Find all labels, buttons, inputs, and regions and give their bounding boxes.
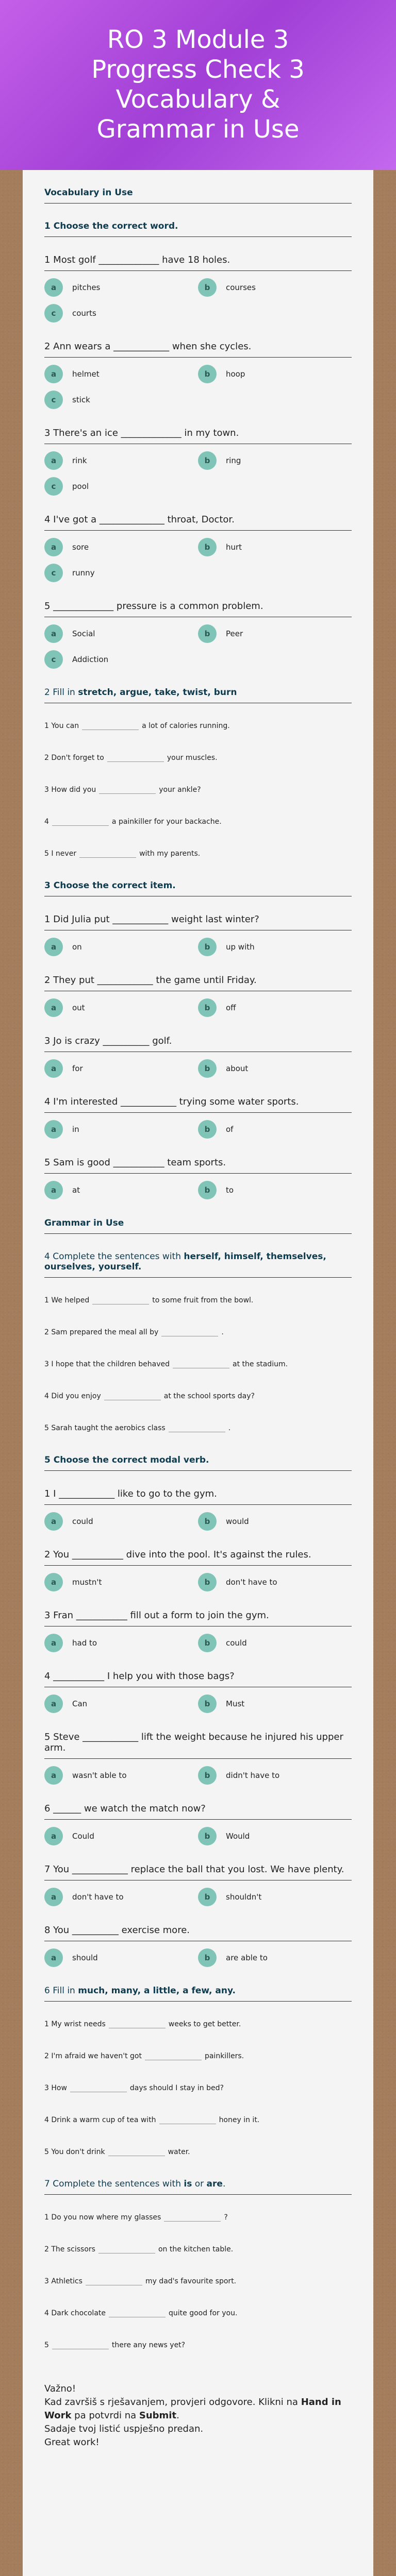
option-letter-badge[interactable]: b (198, 1694, 217, 1713)
fill-in-sentence (44, 753, 352, 762)
sentence-end: quite good for you. (169, 2309, 238, 2317)
instruction-text: pa potvrdi na (71, 2410, 139, 2421)
section-heading-text: 7 Complete the sentences with (44, 2179, 184, 2189)
sentence-start: 4 Dark chocolate (44, 2309, 106, 2317)
option-letter-badge[interactable]: a (44, 1573, 63, 1591)
option-text: hoop (226, 369, 245, 379)
answer-option[interactable] (44, 1766, 198, 1785)
answer-option[interactable] (198, 938, 352, 956)
section-heading: 3 Choose the correct item. (44, 880, 352, 896)
blank-input[interactable] (145, 2051, 202, 2060)
sentence-end: my dad's favourite sport. (145, 2277, 237, 2285)
option-text: off (226, 1003, 236, 1012)
sentence-end: a painkiller for your backache. (111, 818, 222, 826)
answer-option[interactable] (44, 365, 198, 383)
blank-input[interactable] (108, 2147, 165, 2156)
answer-options (44, 1634, 352, 1652)
question-text: 1 Did Julia put ____________ weight last winter? (44, 914, 352, 930)
option-letter-badge[interactable]: c (44, 304, 63, 323)
question-text: 3 Fran ___________ fill out a form to join the gym. (44, 1610, 352, 1626)
sentence-end: to some fruit from the bowl. (152, 1296, 254, 1304)
sentence-start: 1 You can (44, 722, 79, 730)
answer-option[interactable] (44, 1694, 198, 1713)
worksheet (23, 170, 373, 2576)
option-text: would (226, 1517, 249, 1526)
hand-in-work-label: Hand in Work (44, 2397, 341, 2421)
answer-options (44, 1120, 352, 1139)
option-text: for (72, 1064, 83, 1073)
section-heading: 1 Choose the correct word. (44, 221, 352, 237)
option-letter-badge[interactable]: a (44, 1827, 63, 1845)
fill-in-sentence (44, 2308, 352, 2317)
fill-in-sentence (44, 2276, 352, 2285)
option-letter-badge[interactable]: a (44, 938, 63, 956)
answer-option[interactable] (44, 1827, 198, 1845)
sentence-end: at the stadium. (233, 1360, 288, 1368)
option-letter-badge[interactable]: b (198, 1766, 217, 1785)
answer-option[interactable] (44, 1948, 198, 1967)
sentence-end: water. (168, 2148, 190, 2156)
option-text: of (226, 1125, 234, 1134)
sentence-end: your ankle? (159, 786, 201, 794)
option-letter-badge[interactable]: a (44, 1694, 63, 1713)
question-text: 6 ______ we watch the match now? (44, 1803, 352, 1820)
option-letter-badge[interactable]: a (44, 538, 63, 556)
sentence-end: ? (224, 2213, 228, 2222)
sentence-end: your muscles. (167, 754, 218, 762)
option-text: to (226, 1185, 234, 1195)
sentence-end: weeks to get better. (168, 2020, 241, 2028)
answer-options (44, 1694, 352, 1713)
option-letter-badge[interactable]: b (198, 938, 217, 956)
option-text: could (72, 1517, 93, 1526)
option-text: runny (72, 568, 95, 578)
option-text: wasn't able to (72, 1771, 127, 1780)
option-letter-badge[interactable]: b (198, 1181, 217, 1199)
option-text: rink (72, 456, 87, 465)
section-heading-text: 2 Fill in (44, 687, 78, 698)
sentence-end: on the kitchen table. (158, 2245, 234, 2253)
question-text: 3 Jo is crazy __________ golf. (44, 1036, 352, 1052)
answer-option[interactable] (198, 1634, 352, 1652)
fill-in-sentence (44, 2212, 352, 2222)
sentence-start: 5 (44, 2341, 49, 2349)
option-letter-badge[interactable]: a (44, 624, 63, 643)
answer-options (44, 538, 352, 582)
blank-input[interactable] (109, 2019, 166, 2028)
option-letter-badge[interactable]: b (198, 624, 217, 643)
answer-options (44, 1827, 352, 1845)
section-heading-part: . (222, 2179, 226, 2189)
instruction-text: Kad završiš s rješavanjem, provjeri odgovore. Klikni na (44, 2397, 301, 2408)
question-text: 1 I ____________ like to go to the gym. (44, 1488, 352, 1505)
section-heading-words: is (184, 2179, 192, 2189)
fill-in-sentence (44, 849, 352, 858)
option-text: pitches (72, 283, 101, 292)
section-heading-part: are (206, 2179, 223, 2189)
answer-options (44, 998, 352, 1017)
fill-in-sentence (44, 2244, 352, 2253)
option-letter-badge[interactable]: b (198, 1634, 217, 1652)
sentence-start: 4 (44, 818, 49, 826)
answer-option[interactable] (198, 1120, 352, 1139)
blank-input[interactable] (82, 721, 139, 730)
answer-option[interactable] (44, 1634, 198, 1652)
section-heading-text: 6 Fill in (44, 1986, 78, 1996)
question-text: 1 Most golf _____________ have 18 holes. (44, 255, 352, 271)
blank-input[interactable] (86, 2276, 142, 2285)
option-text: Peer (226, 629, 243, 638)
question-text: 5 Sam is good ___________ team sports. (44, 1157, 352, 1174)
page-title: RO 3 Module 3 Progress Check 3 Vocabulary & Grammar in Use (91, 25, 305, 144)
fill-in-sentence (44, 2147, 352, 2156)
option-text: stick (72, 395, 90, 404)
section-heading-part: or (192, 2179, 207, 2189)
sentence-start: 3 How (44, 2084, 67, 2092)
blank-input[interactable] (52, 2340, 109, 2349)
question-text: 2 They put ____________ the game until Friday. (44, 975, 352, 991)
question-text: 2 Ann wears a ____________ when she cycles. (44, 341, 352, 358)
option-text: out (72, 1003, 85, 1012)
section-heading (44, 1251, 352, 1278)
answer-option[interactable] (44, 1888, 198, 1906)
answer-option[interactable] (198, 1181, 352, 1199)
answer-options (44, 1181, 352, 1199)
question-text: 3 There's an ice _____________ in my town. (44, 428, 352, 444)
option-text: are able to (226, 1953, 268, 1962)
question-text: 7 You ____________ replace the ball that you lost. We have plenty. (44, 1864, 352, 1880)
instruction-line: Sadaje tvoj listić uspješno predan. (44, 2424, 204, 2434)
option-letter-badge[interactable]: a (44, 1120, 63, 1139)
fill-in-sentence (44, 1359, 352, 1368)
option-letter-badge[interactable]: a (44, 1948, 63, 1967)
sentence-end: . (221, 1328, 224, 1336)
option-letter-badge[interactable]: b (198, 1888, 217, 1906)
answer-option[interactable] (44, 278, 198, 297)
blank-input[interactable] (70, 2083, 127, 2092)
sentence-start: 2 The scissors (44, 2245, 95, 2253)
blank-input[interactable] (52, 817, 109, 826)
sentence-start: 2 I'm afraid we haven't got (44, 2052, 142, 2060)
fill-in-sentence (44, 2051, 352, 2060)
answer-options (44, 1512, 352, 1531)
sentence-end: days should I stay in bed? (129, 2084, 224, 2092)
answer-option[interactable] (198, 538, 352, 556)
blank-input[interactable] (161, 1327, 218, 1336)
option-letter-badge[interactable]: a (44, 1634, 63, 1652)
section-heading (44, 1986, 352, 2002)
fill-in-sentence (44, 1295, 352, 1304)
sentence-end: at the school sports day? (163, 1392, 255, 1400)
answer-options (44, 1766, 352, 1785)
blank-input[interactable] (107, 753, 164, 762)
question-text: 4 I'm interested ____________ trying some water sports. (44, 1096, 352, 1113)
answer-option[interactable] (198, 1948, 352, 1967)
sentence-start: 1 We helped (44, 1296, 90, 1304)
sentence-end: honey in it. (219, 2116, 260, 2124)
blank-input[interactable] (98, 2244, 155, 2253)
answer-option[interactable] (44, 1181, 198, 1199)
section-heading: 5 Choose the correct modal verb. (44, 1455, 352, 1471)
fill-in-sentence (44, 2340, 352, 2349)
instruction-line: Great work! (44, 2437, 100, 2448)
option-letter-badge[interactable]: b (198, 1512, 217, 1531)
sentence-end: there any news yet? (111, 2341, 186, 2349)
header-banner (0, 0, 396, 170)
fill-in-sentence (44, 817, 352, 826)
option-letter-badge[interactable]: a (44, 451, 63, 470)
answer-options (44, 938, 352, 956)
section-heading-words: herself, himself, themselves, ourselves, yourself. (44, 1251, 326, 1272)
sentence-start: 3 I hope that the children behaved (44, 1360, 170, 1368)
sentence-start: 2 Sam prepared the meal all by (44, 1328, 159, 1336)
blank-input[interactable] (164, 2212, 221, 2222)
sentence-start: 3 How did you (44, 786, 96, 794)
answer-option[interactable] (44, 304, 198, 323)
answer-option[interactable] (198, 1694, 352, 1713)
answer-option[interactable] (44, 564, 198, 582)
sentence-start: 1 My wrist needs (44, 2020, 106, 2028)
blank-input[interactable] (104, 1391, 161, 1400)
option-text: pool (72, 482, 89, 491)
option-text: courses (226, 283, 256, 292)
answer-options (44, 451, 352, 496)
fill-in-sentence (44, 1327, 352, 1336)
option-letter-badge[interactable]: a (44, 365, 63, 383)
section-heading-words: much, many, a little, a few, any. (78, 1986, 236, 1996)
sentence-end: with my parents. (139, 850, 201, 858)
option-letter-badge[interactable]: b (198, 1573, 217, 1591)
answer-option[interactable] (198, 1573, 352, 1591)
answer-option[interactable] (44, 1512, 198, 1531)
answer-option[interactable] (44, 391, 198, 409)
fill-in-sentence (44, 2083, 352, 2092)
option-letter-badge[interactable]: c (44, 477, 63, 496)
sentence-start: 2 Don't forget to (44, 754, 104, 762)
option-text: on (72, 942, 82, 952)
answer-option[interactable] (44, 938, 198, 956)
answer-option[interactable] (198, 624, 352, 643)
instruction-line (44, 2396, 352, 2422)
question-text: 2 You ___________ dive into the pool. It's against the rules. (44, 1549, 352, 1566)
answer-options (44, 1888, 352, 1906)
answer-option[interactable] (198, 1888, 352, 1906)
answer-options (44, 1573, 352, 1591)
option-letter-badge[interactable]: b (198, 998, 217, 1017)
fill-in-sentence (44, 2115, 352, 2124)
option-text: mustn't (72, 1578, 102, 1587)
option-letter-badge[interactable]: c (44, 650, 63, 669)
answer-option[interactable] (198, 1059, 352, 1078)
answer-options (44, 624, 352, 669)
option-letter-badge[interactable]: b (198, 538, 217, 556)
blank-input[interactable] (79, 849, 136, 858)
instruction-text: . (176, 2410, 179, 2421)
option-letter-badge[interactable]: a (44, 1888, 63, 1906)
option-text: Must (226, 1699, 245, 1708)
answer-option[interactable] (44, 1059, 198, 1078)
option-text: shouldn't (226, 1892, 262, 1902)
answer-option[interactable] (198, 365, 352, 383)
option-letter-badge[interactable]: b (198, 1120, 217, 1139)
option-text: sore (72, 543, 89, 552)
option-letter-badge[interactable]: a (44, 1181, 63, 1199)
sentence-end: painkillers. (204, 2052, 244, 2060)
sentence-start: 1 Do you now where my glasses (44, 2213, 161, 2222)
answer-option[interactable] (198, 1827, 352, 1845)
option-text: Social (72, 629, 95, 638)
option-text: helmet (72, 369, 100, 379)
section-heading (44, 687, 352, 703)
option-text: about (226, 1064, 249, 1073)
option-text: ring (226, 456, 241, 465)
option-text: hurt (226, 543, 242, 552)
option-letter-badge[interactable]: b (198, 1948, 217, 1967)
question-text: 5 _____________ pressure is a common problem. (44, 601, 352, 617)
blank-input[interactable] (173, 1359, 229, 1368)
option-letter-badge[interactable]: c (44, 564, 63, 582)
option-letter-badge[interactable]: a (44, 278, 63, 297)
option-text: Would (226, 1832, 250, 1841)
question-text: 4 ___________ I help you with those bags? (44, 1671, 352, 1687)
sentence-start: 5 Sarah taught the aerobics class (44, 1424, 166, 1432)
answer-option[interactable] (198, 278, 352, 297)
fill-in-sentence (44, 721, 352, 730)
option-letter-badge[interactable]: a (44, 998, 63, 1017)
option-text: should (72, 1953, 98, 1962)
option-text: don't have to (72, 1892, 124, 1902)
option-text: up with (226, 942, 255, 952)
sentence-start: 3 Athletics (44, 2277, 82, 2285)
submit-label: Submit (139, 2410, 177, 2421)
answer-option[interactable] (44, 624, 198, 643)
answer-options (44, 365, 352, 409)
sentence-end: a lot of calories running. (142, 722, 230, 730)
section-heading (44, 2179, 352, 2195)
option-text: don't have to (226, 1578, 277, 1587)
option-letter-badge[interactable]: b (198, 278, 217, 297)
option-text: had to (72, 1638, 97, 1648)
blank-input[interactable] (92, 1295, 149, 1304)
instruction-line: Važno! (44, 2383, 76, 2394)
option-text: Could (72, 1832, 94, 1841)
option-letter-badge[interactable]: b (198, 451, 217, 470)
answer-option[interactable] (198, 1766, 352, 1785)
option-text: Can (72, 1699, 88, 1708)
option-text: at (72, 1185, 80, 1195)
fill-in-sentence (44, 2019, 352, 2028)
answer-option[interactable] (198, 998, 352, 1017)
sentence-start: 4 Drink a warm cup of tea with (44, 2116, 156, 2124)
fill-in-sentence (44, 785, 352, 794)
question-text: 4 I've got a ______________ throat, Doctor. (44, 514, 352, 531)
sentence-start: 4 Did you enjoy (44, 1392, 101, 1400)
option-text: in (72, 1125, 79, 1134)
option-text: Addiction (72, 655, 109, 664)
vocabulary-heading: Vocabulary in Use (44, 188, 352, 204)
grammar-heading: Grammar in Use (44, 1218, 352, 1234)
section-heading-text: 4 Complete the sentences with (44, 1251, 184, 1262)
blank-input[interactable] (109, 2308, 166, 2317)
sentence-start: 5 I never (44, 850, 77, 858)
option-letter-badge[interactable]: b (198, 1059, 217, 1078)
question-text: 5 Steve ____________ lift the weight because he injured his upper arm. (44, 1732, 352, 1759)
option-letter-badge[interactable]: b (198, 365, 217, 383)
answer-options (44, 1059, 352, 1078)
option-text: didn't have to (226, 1771, 280, 1780)
submit-instructions (44, 2372, 352, 2449)
answer-option[interactable] (198, 451, 352, 470)
option-letter-badge[interactable]: a (44, 1059, 63, 1078)
option-letter-badge[interactable]: a (44, 1766, 63, 1785)
option-text: courts (72, 309, 96, 318)
answer-options (44, 1948, 352, 1967)
blank-input[interactable] (99, 785, 156, 794)
answer-option[interactable] (198, 1512, 352, 1531)
sentence-start: 5 You don't drink (44, 2148, 105, 2156)
option-letter-badge[interactable]: b (198, 1827, 217, 1845)
fill-in-sentence (44, 1391, 352, 1400)
blank-input[interactable] (169, 1423, 225, 1432)
option-letter-badge[interactable]: c (44, 391, 63, 409)
option-letter-badge[interactable]: a (44, 1512, 63, 1531)
answer-option[interactable] (44, 451, 198, 470)
answer-option[interactable] (44, 1120, 198, 1139)
section-heading-words: stretch, argue, take, twist, burn (78, 687, 237, 698)
answer-option[interactable] (44, 538, 198, 556)
answer-options (44, 278, 352, 323)
answer-option[interactable] (44, 1573, 198, 1591)
option-text: could (226, 1638, 247, 1648)
fill-in-sentence (44, 1423, 352, 1432)
blank-input[interactable] (159, 2115, 216, 2124)
question-text: 8 You __________ exercise more. (44, 1925, 352, 1941)
sentence-end: . (228, 1424, 231, 1432)
answer-option[interactable] (44, 477, 198, 496)
answer-option[interactable] (44, 650, 198, 669)
answer-option[interactable] (44, 998, 198, 1017)
